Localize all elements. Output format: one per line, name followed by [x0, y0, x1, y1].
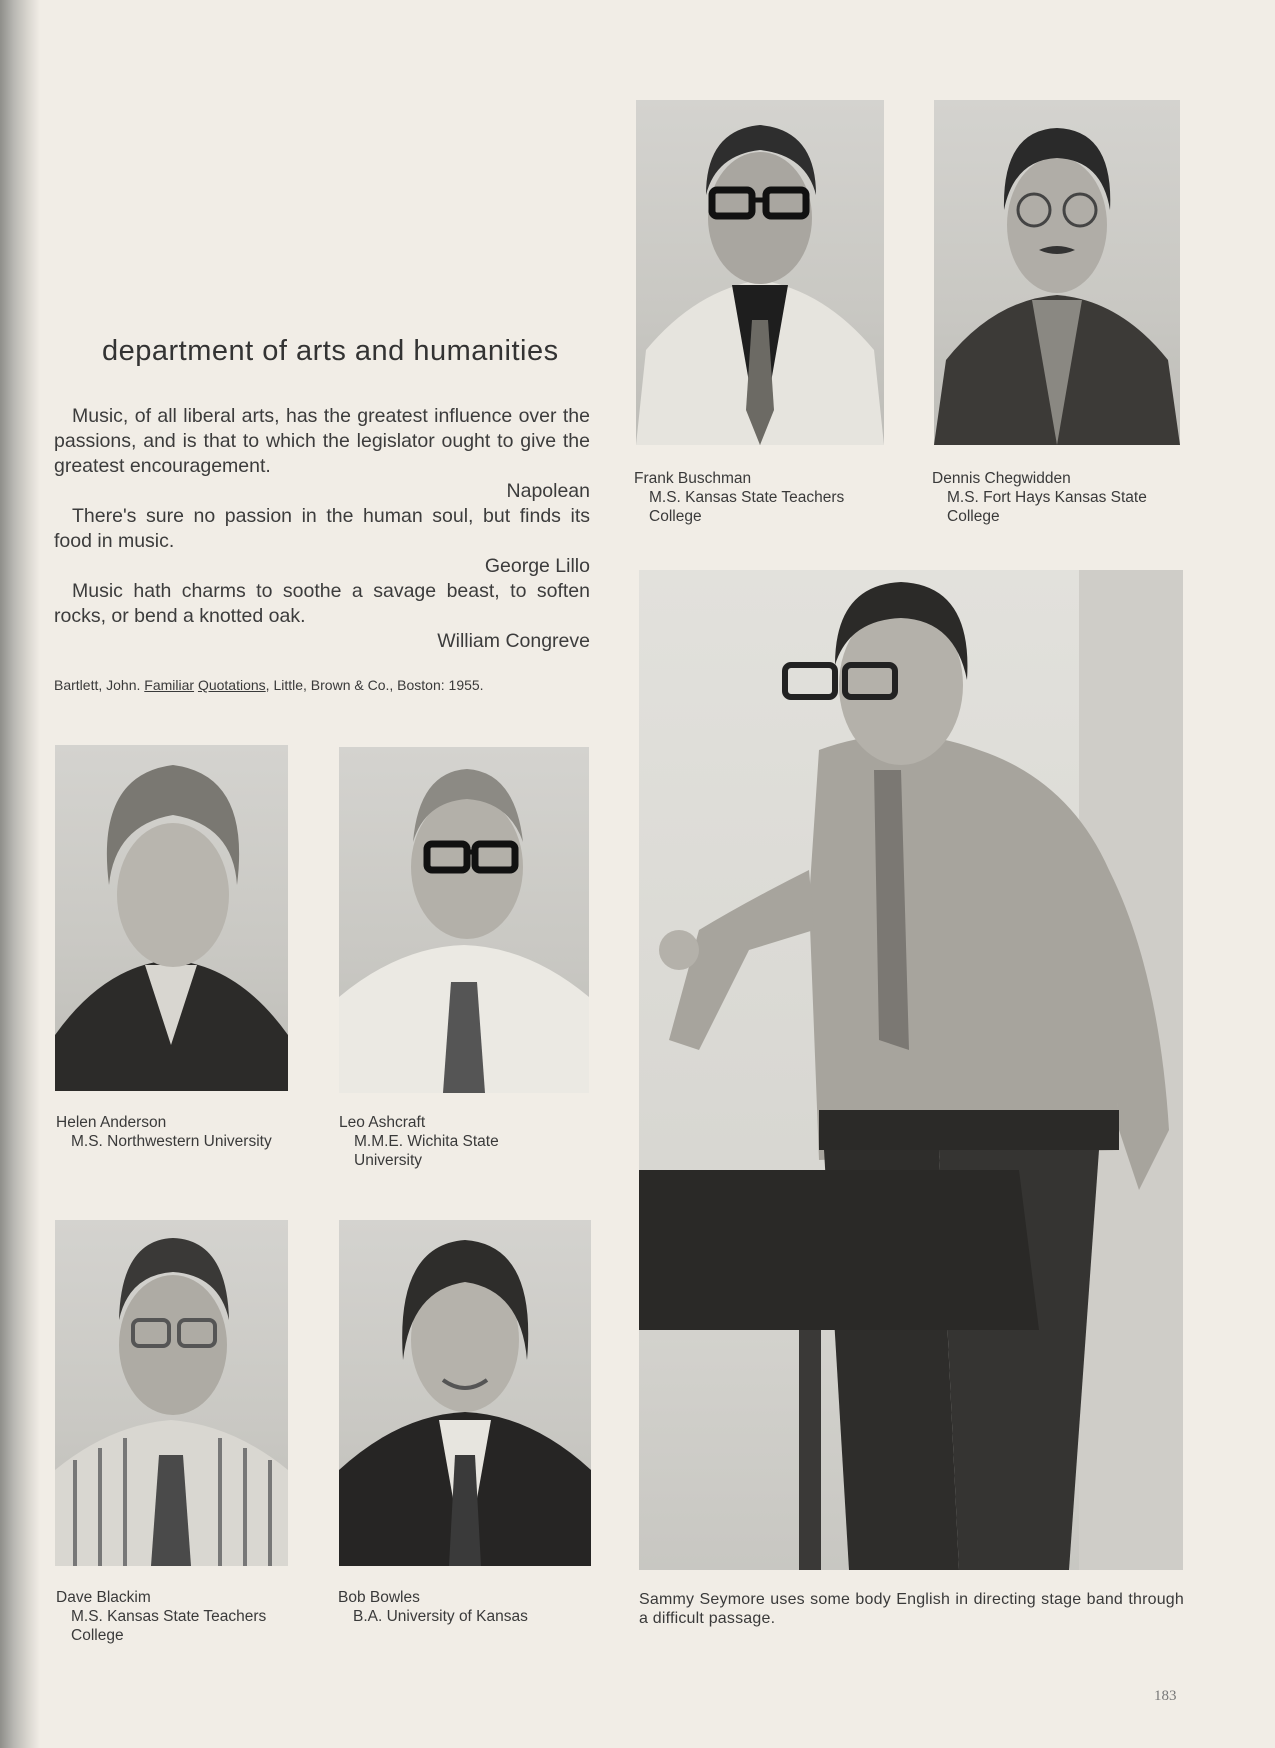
bibliography-citation: [54, 677, 484, 693]
citation-title-word: Quotations: [197, 677, 266, 693]
faculty-name: Dennis Chegwidden: [932, 470, 1071, 487]
faculty-name: Bob Bowles: [338, 1589, 420, 1606]
quote-author: George Lillo: [484, 555, 590, 577]
caption-dennis-chegwidden: [932, 469, 1182, 526]
faculty-degree: M.S. Fort Hays Kansas State College: [947, 489, 1147, 525]
faculty-degree: M.S. Kansas State Teachers College: [649, 489, 845, 525]
caption-dave-blackim: [56, 1588, 296, 1645]
citation-title-word: Familiar: [144, 677, 195, 693]
quote-text: Music, of all liberal arts, has the greatest influence over the passions, and is that to which the legislator ought to give the greatest encouragement.: [54, 405, 590, 477]
citation-author: Bartlett, John.: [54, 677, 145, 693]
caption-frank-buschman: [634, 469, 884, 526]
feature-photo-caption: Sammy Seymore uses some body English in directing stage band through a difficult passage.: [639, 1591, 1184, 1627]
portrait-photo-leo-ashcraft: [339, 747, 589, 1093]
faculty-name: Leo Ashcraft: [339, 1114, 426, 1131]
quote-text: There's sure no passion in the human soul, but finds its food in music.: [54, 505, 590, 552]
faculty-name: Helen Anderson: [56, 1114, 167, 1131]
faculty-degree: M.S. Northwestern University: [71, 1133, 272, 1150]
faculty-name: Frank Buschman: [634, 470, 752, 487]
feature-photo-band-director: [639, 570, 1183, 1570]
portrait-photo-frank-buschman: [636, 100, 884, 445]
portrait-photo-dennis-chegwidden: [934, 100, 1180, 445]
quote-text: Music hath charms to soothe a savage beast, to soften rocks, or bend a knotted oak.: [54, 580, 590, 627]
caption-leo-ashcraft: [339, 1113, 539, 1170]
faculty-name: Dave Blackim: [56, 1589, 151, 1606]
portrait-photo-dave-blackim: [55, 1220, 288, 1566]
portrait-photo-bob-bowles: [339, 1220, 591, 1566]
quote-author: Napolean: [506, 480, 590, 502]
quote-author: William Congreve: [437, 630, 590, 652]
page-number: 183: [1154, 1688, 1177, 1704]
page-title: department of arts and humanities: [102, 335, 559, 367]
citation-publisher: , Little, Brown & Co., Boston: 1955.: [265, 677, 484, 693]
book-spine-shadow: [0, 0, 40, 1748]
faculty-degree: M.S. Kansas State Teachers College: [71, 1608, 267, 1644]
caption-helen-anderson: [56, 1113, 296, 1151]
caption-bob-bowles: [338, 1588, 588, 1626]
portrait-photo-helen-anderson: [55, 745, 288, 1091]
faculty-degree: B.A. University of Kansas: [353, 1608, 528, 1625]
faculty-degree: M.M.E. Wichita State University: [354, 1133, 499, 1169]
quotations: [54, 404, 590, 654]
